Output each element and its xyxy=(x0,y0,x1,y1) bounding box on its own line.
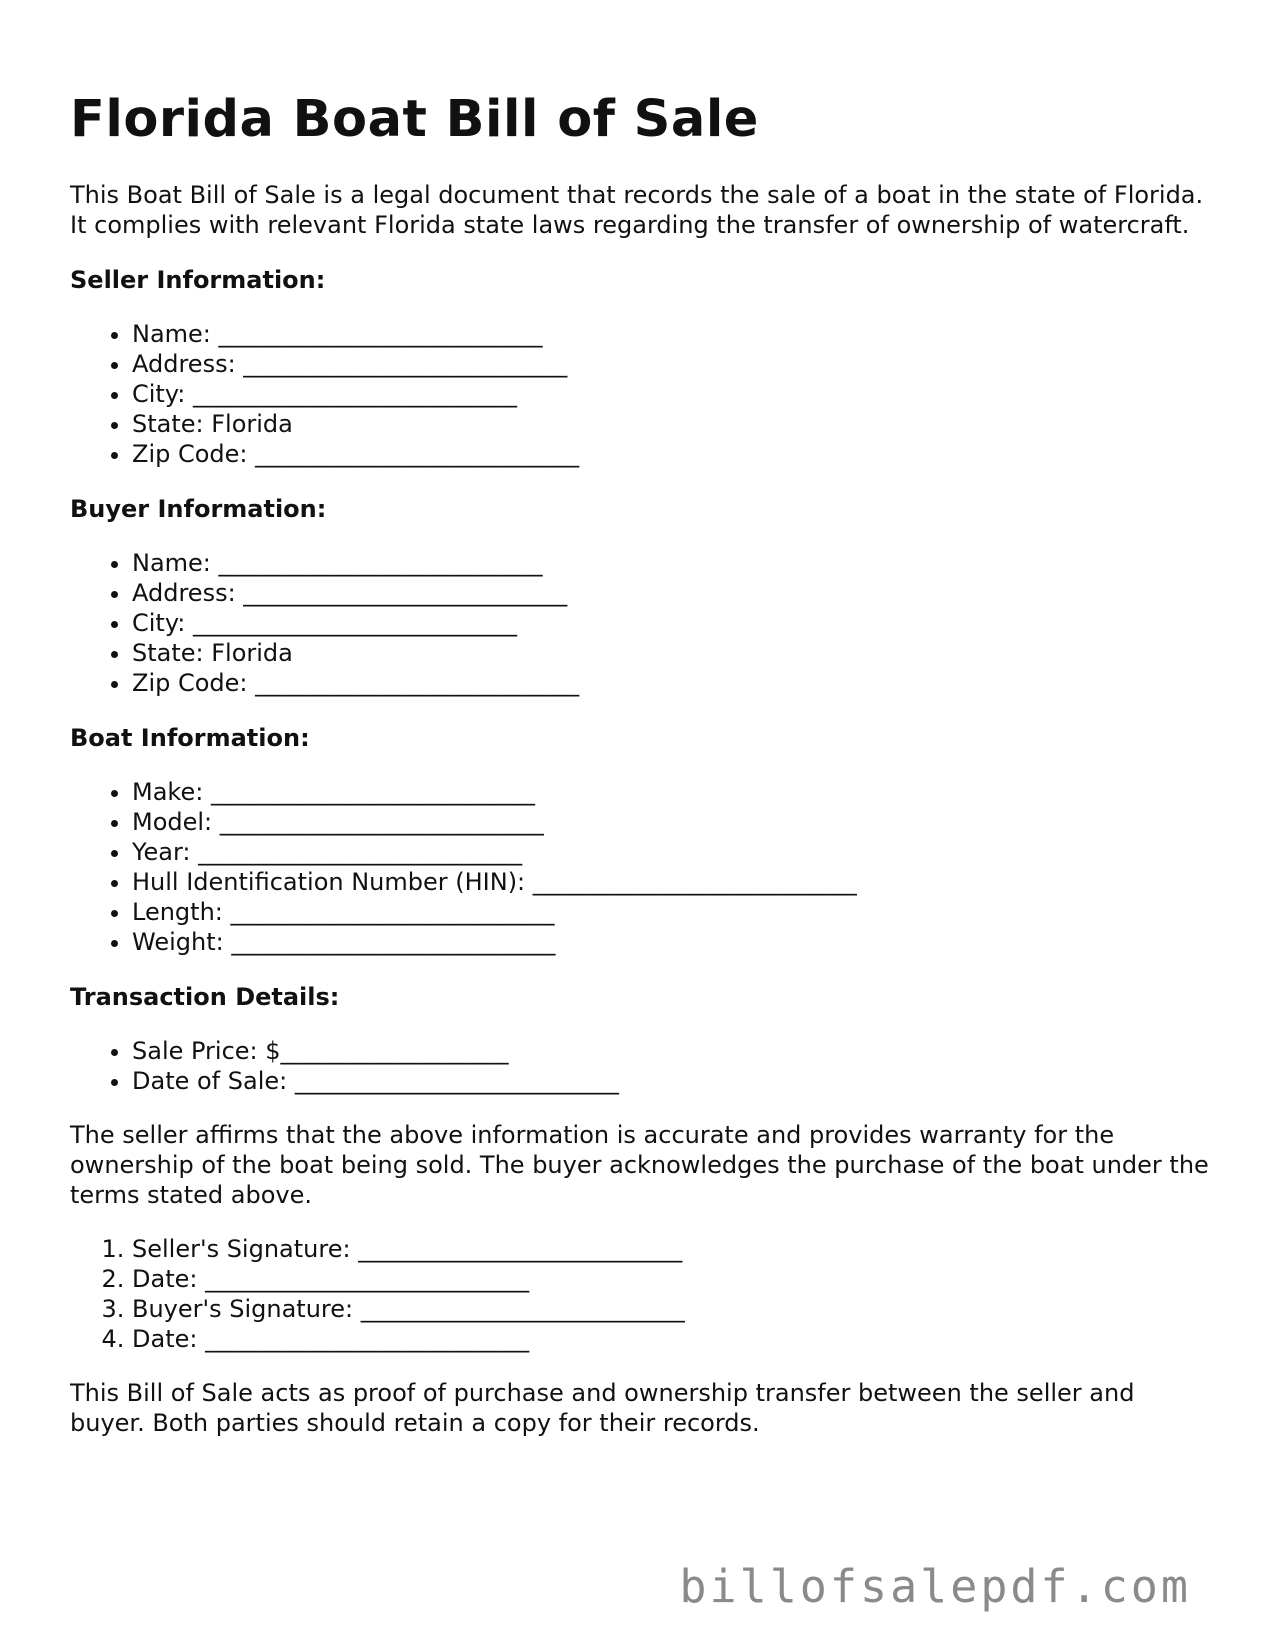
seller-state-field: • State: Florida xyxy=(132,409,1210,439)
boat-length-field: • Length: ___________________________ xyxy=(132,897,1210,927)
seller-heading: Seller Information: xyxy=(70,266,326,294)
transaction-heading: Transaction Details: xyxy=(70,983,340,1011)
closing-paragraph: This Bill of Sale acts as proof of purchase and ownership transfer between the seller and buyer. Both parties should retain a copy for their records. xyxy=(70,1379,1135,1437)
buyer-signature-field: 3. Buyer's Signature: ___________________________ xyxy=(132,1294,1210,1324)
sale-date-field: • Date of Sale: ___________________________ xyxy=(132,1066,1210,1096)
boat-year-field: • Year: ___________________________ xyxy=(132,837,1210,867)
boat-hin-field: • Hull Identification Number (HIN): ___________________________ xyxy=(132,867,1210,897)
buyer-list xyxy=(70,548,1210,698)
seller-name-field: • Name: ___________________________ xyxy=(132,319,1210,349)
intro-paragraph: This Boat Bill of Sale is a legal document that records the sale of a boat in the state of Florida. It complies with relevant Florida state laws regarding the transfer of ownership of watercraft. xyxy=(70,181,1204,239)
boat-weight-field: • Weight: ___________________________ xyxy=(132,927,1210,957)
document-title: Florida Boat Bill of Sale xyxy=(70,90,759,149)
boat-list xyxy=(70,777,1210,957)
sale-price-field: • Sale Price: $___________________ xyxy=(132,1036,1210,1066)
buyer-date-field: 4. Date: ___________________________ xyxy=(132,1324,1210,1354)
boat-make-field: • Make: ___________________________ xyxy=(132,777,1210,807)
boat-model-field: • Model: ___________________________ xyxy=(132,807,1210,837)
transaction-list xyxy=(70,1036,1210,1096)
seller-signature-field: 1. Seller's Signature: ___________________________ xyxy=(132,1234,1210,1264)
watermark: billofsalepdf.com xyxy=(679,1560,1191,1613)
seller-city-field: • City: ___________________________ xyxy=(132,379,1210,409)
buyer-state-field: • State: Florida xyxy=(132,638,1210,668)
seller-list xyxy=(70,319,1210,469)
boat-heading: Boat Information: xyxy=(70,724,310,752)
affirmation-paragraph: The seller affirms that the above information is accurate and provides warranty for the ownership of the boat being sold. The buyer acknowledges the purchase of the boat under the terms stated above. xyxy=(70,1121,1209,1209)
buyer-zip-field: • Zip Code: ___________________________ xyxy=(132,668,1210,698)
seller-address-field: • Address: ___________________________ xyxy=(132,349,1210,379)
buyer-city-field: • City: ___________________________ xyxy=(132,608,1210,638)
seller-zip-field: • Zip Code: ___________________________ xyxy=(132,439,1210,469)
document-page xyxy=(70,80,1210,1438)
signature-list xyxy=(70,1234,1210,1354)
buyer-name-field: • Name: ___________________________ xyxy=(132,548,1210,578)
buyer-heading: Buyer Information: xyxy=(70,495,327,523)
seller-date-field: 2. Date: ___________________________ xyxy=(132,1264,1210,1294)
buyer-address-field: • Address: ___________________________ xyxy=(132,578,1210,608)
